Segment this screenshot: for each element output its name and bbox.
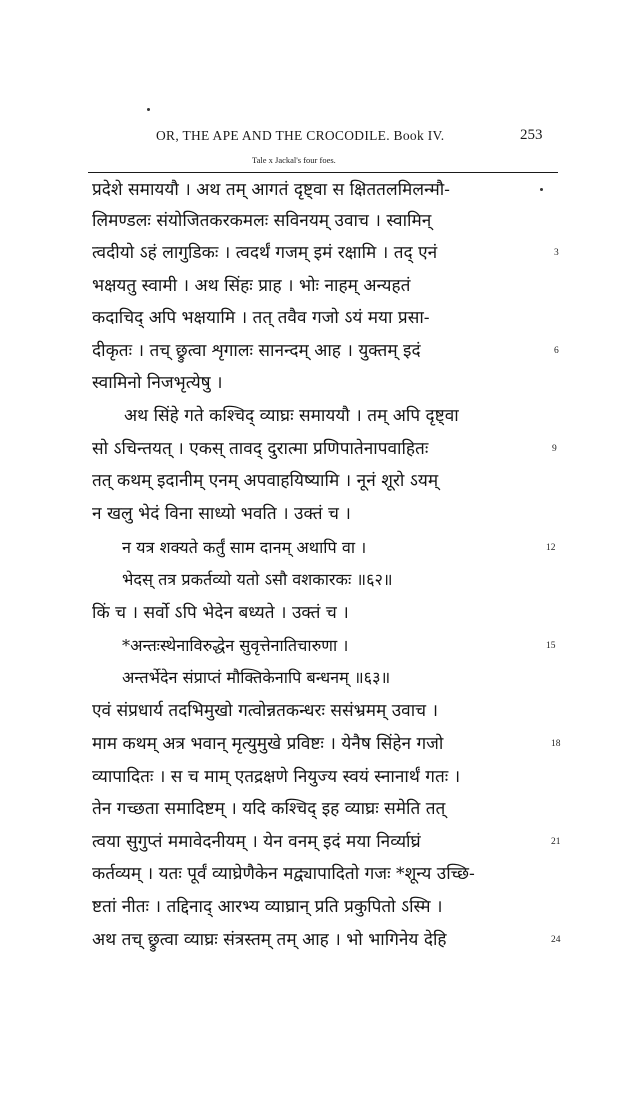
text-line: तेन गच्छता समादिष्टम् । यदि कश्चिद् इह व्याघ्रः समेति तत्: [92, 799, 446, 819]
text-line: लिमण्डलः संयोजितकरकमलः सविनयम् उवाच । स्वामिन्: [92, 211, 432, 231]
text-line: न खलु भेदं विना साध्यो भवति । उक्तं च ।: [92, 504, 351, 524]
line-number: 9: [552, 444, 557, 454]
text-line: स्वामिनो निजभृत्येषु ।: [92, 373, 223, 393]
verse-line: *अन्तःस्थेनाविरुद्धेन सुवृत्तेनातिचारुणा ।: [122, 636, 349, 655]
text-line: अथ तच् छ्रुत्वा व्याघ्रः संत्रस्तम् तम् आह । भो भागिनेय देहि: [92, 930, 447, 950]
text-line: व्यापादितः । स च माम् एतद्रक्षणे नियुज्य स्वयं स्नानार्थं गतः ।: [92, 767, 461, 787]
ink-speck: [540, 188, 543, 191]
header-rule: [88, 172, 558, 173]
line-number: 6: [554, 346, 559, 356]
text-line: कर्तव्यम् । यतः पूर्वं व्याघ्रेणैकेन मद्व्यापादितो गजः *शून्य उच्छि-: [92, 864, 475, 884]
line-number: 21: [551, 837, 561, 847]
text-line: माम कथम् अत्र भवान् मृत्युमुखे प्रविष्टः । येनैष सिंहेन गजो: [92, 734, 444, 754]
ink-speck: [147, 108, 150, 111]
text-line: त्वया सुगुप्तं ममावेदनीयम् । येन वनम् इदं मया निर्व्याघ्रं: [92, 832, 421, 852]
text-line: त्वदीयो ऽहं लागुडिकः । त्वदर्थं गजम् इमं रक्षामि । तद् एनं: [92, 243, 438, 263]
verse-line: अन्तर्भेदेन संप्राप्तं मौक्तिकेनापि बन्धनम् ॥६३॥: [122, 668, 391, 687]
line-number: 12: [546, 543, 556, 553]
page-number: 253: [520, 127, 543, 143]
verse-line: भेदस् तत्र प्रकर्तव्यो यतो ऽसौ वशकारकः ॥६२॥: [122, 570, 393, 589]
line-number: 18: [551, 739, 561, 749]
text-line: एवं संप्रधार्य तदभिमुखो गत्वोन्नतकन्धरः ससंभ्रमम् उवाच ।: [92, 701, 439, 721]
text-line: कदाचिद् अपि भक्षयामि । तत् तवैव गजो ऽयं मया प्रसा-: [92, 308, 430, 328]
line-number: 3: [554, 248, 559, 258]
running-head: OR, THE APE AND THE CROCODILE. Book IV.: [156, 128, 445, 143]
text-line: अथ सिंहे गते कश्चिद् व्याघ्रः समाययौ । तम् अपि दृष्ट्वा: [124, 406, 459, 426]
tale-subhead: Tale x Jackal's four foes.: [252, 155, 336, 165]
text-line: सो ऽचिन्तयत् । एकस् तावद् दुरात्मा प्रणिपातेनापवाहितः: [92, 439, 429, 459]
verse-line: न यत्र शक्यते कर्तुं साम दानम् अथापि वा ।: [122, 538, 367, 557]
text-line: तत् कथम् इदानीम् एनम् अपवाहयिष्यामि । नूनं शूरो ऽयम्: [92, 471, 439, 491]
text-line: दीकृतः । तच् छ्रुत्वा शृगालः सानन्दम् आह । युक्तम् इदं: [92, 341, 421, 361]
line-number: 24: [551, 935, 561, 945]
line-number: 15: [546, 641, 556, 651]
text-line: किं च । सर्वो ऽपि भेदेन बध्यते । उक्तं च ।: [92, 603, 349, 623]
text-line: ष्टतां नीतः । तद्दिनाद् आरभ्य व्याघ्रान् प्रति प्रकुपितो ऽस्मि ।: [92, 897, 443, 917]
text-line: प्रदेशे समाययौ । अथ तम् आगतं दृष्ट्वा स क्षिततलमिलन्मौ-: [92, 180, 450, 200]
text-line: भक्षयतु स्वामी । अथ सिंहः प्राह । भोः नाहम् अन्यहतं: [92, 276, 411, 296]
